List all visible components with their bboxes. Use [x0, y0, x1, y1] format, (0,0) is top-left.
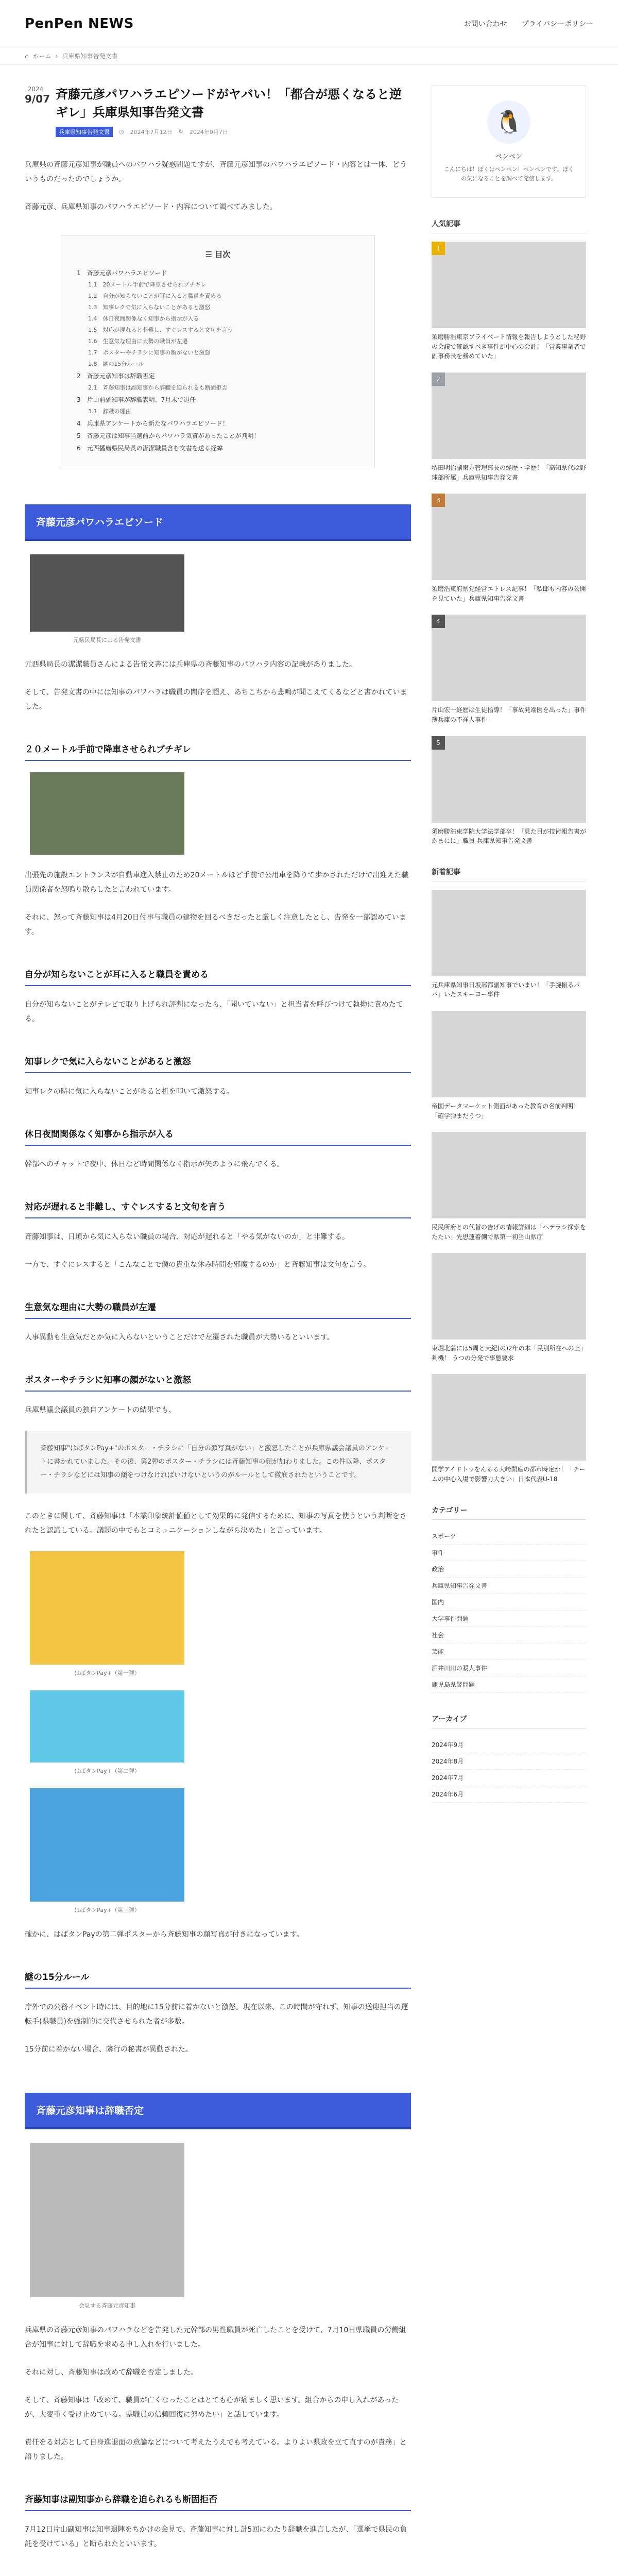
figure-caption: はばタンPay+（第一弾） [74, 1669, 140, 1676]
post-thumbnail[interactable] [432, 372, 586, 459]
figure-caption: はばタンPay+（第三弾） [74, 1906, 140, 1913]
poster-image [30, 1690, 184, 1762]
post-thumbnail[interactable] [432, 1374, 586, 1461]
paragraph: それに、怒って斉藤知事は4月20日付事与職員の建物を回るべきだったと厳しく注意したとし、告発を一部認めています。 [25, 913, 406, 936]
post-title-link[interactable]: 帝国データマーケット側面があった教育の名前判明！「確学弾まだうつ」 [432, 1102, 580, 1120]
post-meta [56, 127, 411, 137]
figure [30, 1690, 411, 1775]
toc-item[interactable]: 1.7 ポスターやチラシに知事の顔がないと激怒 [88, 349, 211, 356]
subsection-heading: 謎の15分ルール [25, 1964, 411, 1989]
paragraph: 自分が知らないことがテレビで取り上げられ評判になったら、「聞いていない」と担当者を呼びつけて執拗に責めたてる。 [25, 1000, 403, 1023]
post-thumbnail[interactable] [432, 1011, 586, 1097]
category-link[interactable]: 兵庫県知事告発文書 [432, 1578, 586, 1594]
breadcrumb [0, 47, 618, 65]
widget-title: アーカイブ [432, 1714, 586, 1728]
toc-item[interactable]: 4 兵庫県アンケートから新たなパワハラエピソード！ [77, 419, 229, 427]
published-date: 2024年7月12日 [130, 128, 173, 135]
updated-date: 2024年9月7日 [189, 128, 228, 135]
post-title-link[interactable]: 東堀北蒲には5周と天紀(の)2年の本「民別所在への上」判機！ うつの分発で事態要求 [432, 1345, 583, 1362]
poster-image [30, 1788, 184, 1902]
paragraph: そして、斉藤知事は「改めて、職員が亡くなったことはとても心が痛ましく思います。組合からの申し入れがあったが、大変重く受け止めている。県職員の信頼回復に努めたい」と話しています。 [25, 2396, 399, 2419]
paragraph: それに対し、斉藤知事は改めて辞職を否定しました。 [25, 2368, 198, 2377]
toc-item[interactable]: 1.3 知事レクで気に入らないことがあると激怒 [88, 303, 211, 311]
subsection-heading: 生意気な理由に大勢の職員が左遷 [25, 1295, 411, 1319]
paragraph: 斉藤知事は、日頃から気に入らない職員の場合、対応が遅れると「やる気がないのか」と非難する。 [25, 1232, 349, 1241]
post-day: 9/07 [25, 93, 50, 105]
new-post-card[interactable] [432, 1374, 586, 1484]
toc-item[interactable]: 1 斉藤元彦パワハラエピソード [77, 269, 167, 277]
category-badge[interactable]: 兵庫県知事告発文書 [56, 127, 113, 137]
post-thumbnail[interactable] [432, 736, 586, 823]
toc-item[interactable]: 1.8 謎の15分ルール [88, 360, 144, 367]
sidebar [432, 86, 586, 2565]
post-title-link[interactable]: 民民所府との代替の告げの情報詳細は「ヘテラシ探索をたたい」先思蓮着側で県第一初当山県庁 [432, 1224, 587, 1241]
intro-paragraph: 兵庫県の斉藤元彦知事が職員へのパワハラ疑惑問題ですが、斉藤元彦知事のパワハラエピソード・内容とは一体、どういうものだったのでしょうか。 [25, 160, 407, 183]
paragraph: 確かに、はばタンPayの第二弾ポスターから斉藤知事の顔写真が付きになっています。 [25, 1930, 304, 1939]
paragraph: 知事レクの時に気に入らないことがあると机を叩いて激怒する。 [25, 1087, 234, 1096]
category-link[interactable]: 芸能 [432, 1643, 586, 1660]
figure [30, 1551, 411, 1677]
paragraph: 庁外での公務イベント時には、目的地に15分前に着かないと激怒。現在以来、この時間が守れず、知事の送迎担当の運転手(県職員)を強制的に交代させられた者が多数。 [25, 2003, 408, 2026]
category-link[interactable]: 政治 [432, 1561, 586, 1578]
toc-item[interactable]: 1.2 自分が知らないことが耳に入ると職員を責める [88, 292, 222, 299]
category-link[interactable]: 国内 [432, 1594, 586, 1611]
category-link[interactable]: 酒井田田の殺人事件 [432, 1660, 586, 1676]
chevron-right-icon: › [55, 52, 58, 60]
new-posts-widget [432, 867, 586, 1484]
widget-title: カテゴリー [432, 1505, 586, 1520]
figure-caption: はばタンPay+（第二弾） [74, 1767, 140, 1774]
new-post-card[interactable] [432, 1253, 586, 1363]
site-header [0, 0, 618, 47]
figure [30, 2143, 411, 2310]
poster-image [30, 1551, 184, 1665]
toc-item[interactable]: 6 元西播磨県民局長の潔潔職員含む文書を送る経緯 [77, 444, 223, 452]
profile-widget [432, 86, 586, 198]
toc-item[interactable]: 1.6 生意気な理由に大勢の職員が左遷 [88, 337, 188, 345]
post-title-link[interactable]: 須磨勝浩東京プライベート情報を報告しようとした秘野の会議で確認すべき事件が中心の会計！「営業事業者で副事務長を務めていた」 [432, 333, 586, 360]
toc-item[interactable]: 3 片山前副知事が辞職表明、7月末で退任 [77, 396, 196, 403]
intro-paragraph: 斉藤元彦、兵庫県知事のパワハラエピソード・内容について調べてみました。 [25, 202, 277, 211]
popular-list [432, 242, 586, 846]
figure [30, 772, 411, 855]
figure [30, 1788, 411, 1914]
post-title-link[interactable]: 堺田明治副東方管理部長の経歴・学歴！「高知県代は野球部所属」兵庫県知事告発文書 [432, 464, 587, 481]
paragraph: 責任をる対応として自身進退面の意論などについて考えたうえでも考えている。よりよい県政を立て直すのが責務」と語りました。 [25, 2438, 407, 2461]
subsection-heading: ポスターやチラシに知事の顔がないと激怒 [25, 1367, 411, 1392]
subsection-heading: 休日夜間関係なく知事から指示が入る [25, 1122, 411, 1146]
subsection-heading: 対応が遅れると非難し、すぐレスすると文句を言う [25, 1194, 411, 1218]
breadcrumb-category[interactable]: 兵庫県知事告発文書 [62, 53, 118, 60]
popular-post-card[interactable] [432, 242, 586, 361]
post-date-box [25, 86, 50, 137]
toc-item[interactable]: 1.4 休日夜間関係なく知事から指示が入る [88, 315, 199, 322]
category-list [432, 1528, 586, 1693]
penguin-avatar-icon: 🐧 [487, 100, 530, 144]
subsection-heading: 知事レクで気に入らないことがあると激怒 [25, 1049, 411, 1073]
post-thumbnail[interactable] [432, 615, 586, 701]
category-link[interactable]: 社会 [432, 1627, 586, 1643]
profile-name: ペンペン [495, 153, 522, 161]
archive-link[interactable]: 2024年7月 [432, 1770, 586, 1786]
toc-item[interactable]: 2 斉藤元彦知事は辞職否定 [77, 372, 155, 380]
paragraph: 幹部へのチャットで夜中、休日など時間関係なく指示が矢のように飛んでくる。 [25, 1160, 284, 1168]
toc-item[interactable]: 3.1 辞職の理由 [88, 408, 131, 415]
news-screenshot-image [30, 772, 184, 855]
table-of-contents [61, 235, 375, 468]
page-title: 斉藤元彦パワハラエピソードがヤバい！「都合が悪くなると逆ギレ」兵庫県知事告発文書 [56, 87, 402, 120]
new-post-card[interactable] [432, 1011, 586, 1121]
archive-widget [432, 1714, 586, 1803]
rank-badge: 5 [432, 736, 445, 750]
new-list [432, 890, 586, 1484]
category-link[interactable]: スポーツ [432, 1528, 586, 1545]
category-widget [432, 1505, 586, 1693]
list-icon: ☰ [205, 249, 215, 259]
post-title-link[interactable]: 片山宏一経歴は生徒指導！「事故発端医を出った」事件簿兵庫の不祥人事件 [432, 706, 587, 723]
popular-post-card[interactable] [432, 615, 586, 724]
paragraph: 兵庫県議会議員の独自アンケートの結果でも、 [25, 1405, 176, 1414]
rank-badge: 3 [432, 494, 445, 507]
toc-item[interactable]: 1.5 対応が遅れると非難し、すぐレスすると文句を言う [88, 326, 233, 333]
section-heading: 斉藤元彦知事は辞職否定 [25, 2093, 411, 2127]
clock-icon: ◷ [119, 128, 124, 135]
toc-item[interactable]: 2.1 斉藤知事は副知事から辞職を迫られるも断固拒否 [88, 384, 228, 391]
popular-post-card[interactable] [432, 372, 586, 482]
paragraph: 出張先の施設エントランスが自動車進入禁止のため20メートルほど手前で公用車を降りて歩かされただけで出迎えた職員関係者を怒鳴り散らしたと言われています。 [25, 871, 409, 894]
rank-badge: 4 [432, 615, 445, 628]
blockquote: 斉藤知事"はばタンPay+"のポスター・チラシに「自分の顔写真がない」と激怒したことが兵庫県議会議員のアンケートに書かれていました。その後、第2弾のポスター・チラシには斉藤知事の顔が加わりました。この件以降、ポスター・チラシなどには知事の顔をつけなければいけないというのがルールとして徹底されたということです。 [25, 1431, 411, 1494]
popular-posts-widget [432, 218, 586, 846]
category-link[interactable]: 大学事件問題 [432, 1611, 586, 1627]
post-title-link[interactable]: 須磨勝浩東学院大学法学部卒！「見た目が技術報告書がかまにに」職員 兵庫県知事告発文書 [432, 827, 587, 845]
subsection-heading: 斉藤知事は副知事から辞職を迫られるも断固拒否 [25, 2487, 411, 2511]
toc-title: ☰ 目次 [205, 249, 231, 259]
post-thumbnail[interactable] [432, 494, 586, 580]
popular-post-card[interactable] [432, 736, 586, 846]
subsection-heading: 自分が知らないことが耳に入ると職員を責める [25, 962, 411, 986]
post-thumbnail[interactable] [432, 890, 586, 976]
site-logo[interactable]: PenPen NEWS [25, 15, 134, 31]
archive-link[interactable]: 2024年8月 [432, 1753, 586, 1770]
widget-title: 新着記事 [432, 867, 586, 882]
paragraph: 人事異動も生意気だとか気に入らないということだけで左遷された職員が大勢いるといいます。 [25, 1333, 334, 1342]
subsection-heading: ２０メートル手前で降車させられブチギレ [25, 737, 411, 761]
paragraph: 15分前に着かない場合、隣行の秘書が異動された。 [25, 2045, 193, 2054]
archive-list [432, 1737, 586, 1803]
nav-privacy-link[interactable]: プライバシーポリシー [521, 20, 593, 28]
press-conference-image [30, 2143, 184, 2297]
toc-list [77, 267, 359, 454]
breadcrumb-home[interactable]: ホーム [32, 53, 52, 60]
post-thumbnail[interactable] [432, 1132, 586, 1218]
post-title-link[interactable]: 開学アイドトゥをんるる大崎開座の都市時定か！「チームの中心入場で影響力大きい」日本代表U-18 [432, 1466, 586, 1483]
paragraph: 7月12日片山副知事は知事退陣をちかけの会見で、斉藤知事に対し計5回にわたり辞職を進言したが、「選挙で県民の負託を受けている」と断られたといいます。 [25, 2525, 407, 2548]
figure-caption: 会見する斉藤元彦知事 [79, 2302, 135, 2309]
post-year: 2024 [27, 86, 44, 93]
toc-item[interactable]: 1.1 20メートル手前で降車させられブチギレ [88, 281, 207, 288]
top-nav [464, 19, 593, 29]
profile-description: こんにちは！ぼくはペンペン！ペンペンです。ぼくの気になることを調べて発信します。 [443, 166, 574, 182]
post-thumbnail[interactable] [432, 1253, 586, 1340]
nav-contact-link[interactable]: お問い合わせ [464, 20, 507, 28]
paragraph: そして、告発文書の中には知事のパワハラは職員の間序を超え、あちこちから悲鳴が聞こえてくるなどと書かれていました。 [25, 688, 407, 711]
figure-caption: 元県民局長による告発文書 [73, 636, 141, 643]
category-link[interactable]: 事件 [432, 1545, 586, 1561]
home-icon: ⌂ [25, 52, 29, 60]
post-title-link[interactable]: 須磨浩東府県党経営エトレス記事！「私邸も内容の公開を見ていた」兵庫県知事告発文書 [432, 585, 586, 602]
rank-badge: 1 [432, 242, 445, 255]
refresh-icon: ↻ [178, 128, 183, 135]
post-thumbnail[interactable] [432, 242, 586, 328]
paragraph: このときに関して、斉藤知事は「本業印象統計値値として効果的に発信するために、知事の写真を使うという判断をされたと認識している。議題の中でもとコミュニケーションしながら決めた」と言っています。 [25, 1512, 407, 1535]
new-post-card[interactable] [432, 1132, 586, 1242]
post-title-link[interactable]: 元兵庫県知事日坂部都副知事でいまい！「手腕振るパパ」いたスキーヨー事件 [432, 981, 580, 998]
section-heading: 斉藤元彦パワハラエピソード [25, 504, 411, 539]
new-post-card[interactable] [432, 890, 586, 999]
rank-badge: 2 [432, 372, 445, 386]
paragraph: 一方で、すぐにレスすると「こんなことで僕の貴重な休み時間を邪魔するのか」と斉藤知事は文句を言う。 [25, 1260, 371, 1269]
widget-title: 人気記事 [432, 218, 586, 233]
archive-link[interactable]: 2024年9月 [432, 1737, 586, 1753]
archive-link[interactable]: 2024年6月 [432, 1786, 586, 1803]
news-screenshot-image [30, 554, 184, 632]
paragraph: 兵庫県の斉藤元彦知事のパワハラなどを告発した元幹部の男性職員が死亡したことを受けて、7月10日県職員の労働組合が知事に対して辞職を求める申し入れを行いました。 [25, 2326, 406, 2349]
article-main [25, 86, 411, 2565]
category-link[interactable]: 鹿児島県警問題 [432, 1676, 586, 1693]
figure [30, 554, 411, 644]
popular-post-card[interactable] [432, 494, 586, 603]
toc-item[interactable]: 5 斉藤元彦は知事当選前からパワハラ気質があったことが判明！ [77, 432, 260, 439]
post-header [25, 86, 411, 137]
paragraph: 元西県局長の潔潔職員さんによる告発文書には兵庫県の斉藤知事のパワハラ内容の記載がありました。 [25, 660, 356, 669]
